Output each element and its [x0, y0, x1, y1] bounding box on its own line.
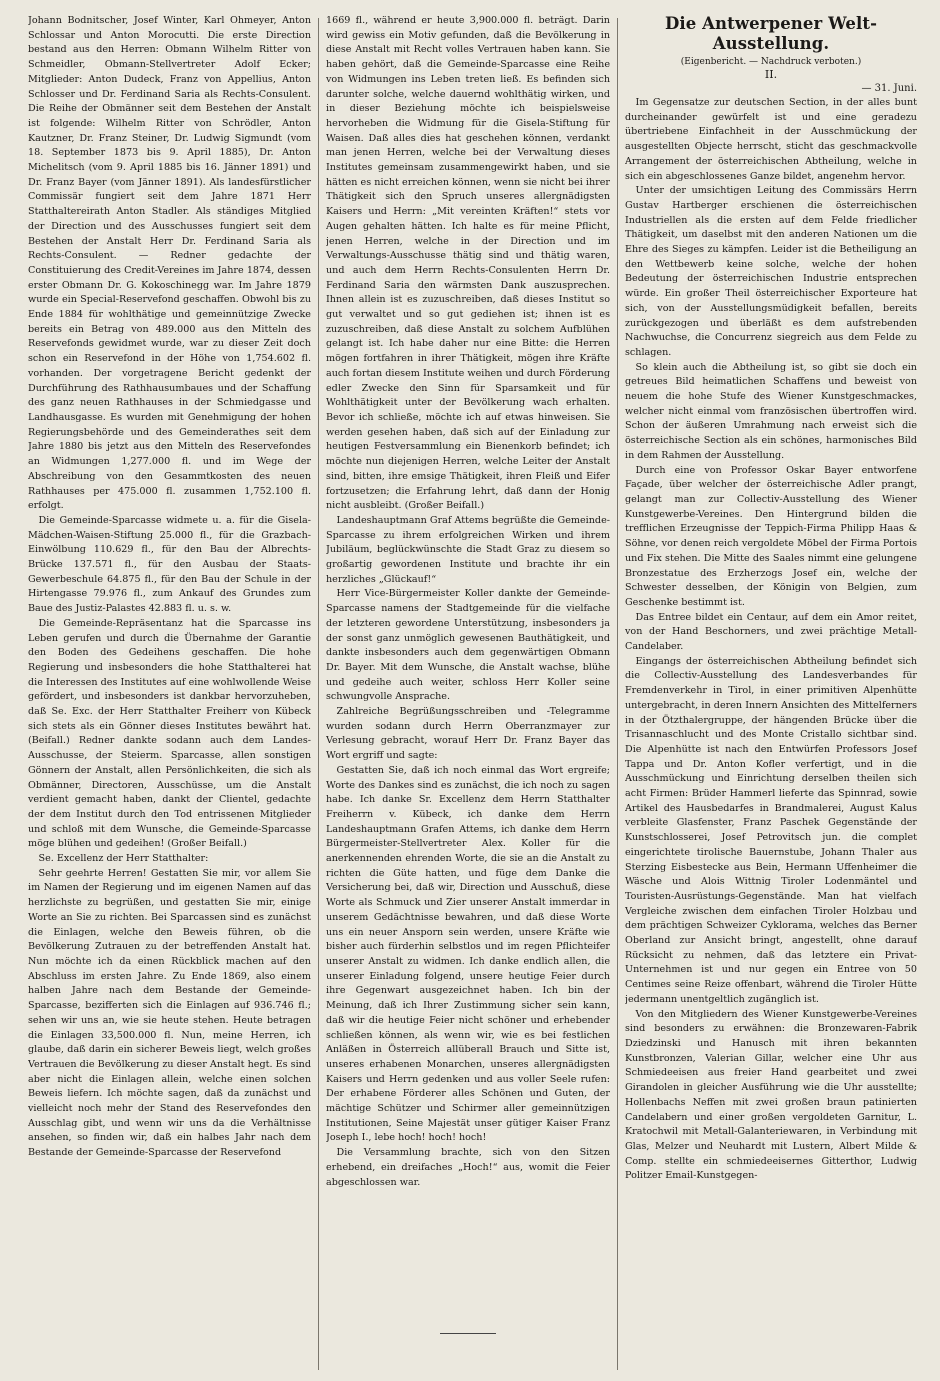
column-middle	[326, 14, 610, 1314]
paragraph: Eingangs der österreichischen Abtheilung befindet sich die Collectiv-Ausstellung des Landesverbandes für Fremdenverkehr in Tirol, in einer primitiven Alpenhütte untergebracht, in deren Innern Ansichten des Mittelferners in der Ötzthalergruppe, der hängenden Brücke über die Trisannaschlucht und des Monte Cristallo sichtbar sind. Die Alpenhütte ist nach den Entwürfen Professors Josef Tappa und Dr. Anton Kofler verfertigt, und in die Ausschmückung und Einrichtung derselben theilen sich acht Firmen: Brüder Hammerl lieferte das Spinnrad, sowie Artikel des Hausbedarfes in Brandmalerei, August Kalus verbleite Glasfenster, Franz Paschek Gegenstände der Kunstschlosserei, Josef Petrovitsch jun. die complet eingerichtete tirolische Bauernstube, Johann Thaler aus Sterzing Eisbestecke aus Bein, Hermann Uffenheimer die Wäsche und Alois Wittnig Tiroler Lodenmäntel und Touristen-Ausrüstungs-Gegenstände. Man hat vielfach Vergleiche zwischen dem einfachen Tiroler Holzbau und dem prächtigen Schweizer Cyklorama, welches das Berner Oberland zur Ansicht bringt, angestellt, ohne darauf Rücksicht zu nehmen, daß das letztere ein Privat-Unternehmen ist und nur gegen ein Entree von 50 Centimes seine Reize offenbart, während die Tiroler Hütte jedermann unentgeltlich zugänglich ist.	[625, 655, 917, 1005]
article-date: — 31. Juni.	[861, 83, 917, 94]
column-right	[625, 14, 917, 1374]
column-rule	[318, 18, 319, 1370]
paragraph: Im Gegensatze zur deutschen Section, in der alles bunt durcheinander gewürfelt ist und eine geradezu übertriebene Einfachheit in der Ausschmückung der ausgestellten Objecte herrscht, sticht das geschmackvolle Arrangement der österreichischen Abtheilung, welche in sich ein abgeschlossenes Ganze bildet, angenehm hervor.	[625, 97, 917, 182]
paragraph: Die Gemeinde-Repräsentanz hat die Sparcasse ins Leben gerufen und durch die Übernahme der Garantie den Boden des Gedeihens geschaffen. Die hohe Regierung und insbesonders die hohe Statthalterei hat die Interessen des Institutes auf eine wohlwollende Weise gefördert, und insbesonders ist dankbar hervorzuheben, daß Se. Exc. der Herr Statthalter Freiherr von Kübeck sich stets als ein Gönner dieses Institutes bewährt hat. (Beifall.) Redner dankte sodann auch dem Landes-Ausschusse, der Steierm. Sparcasse, allen sonstigen Gönnern der Anstalt, allen Persönlichkeiten, die sich als Obmänner, Directoren, Ausschüsse, um die Anstalt verdient gemacht haben, dankt der Clientel, gedachte der dem Institut durch den Tod entrissenen Mitglieder und schloß mit dem Wunsche, die Gemeinde-Sparcasse möge blühen und gedeihen! (Großer Beifall.)	[28, 617, 311, 850]
end-rule	[440, 1333, 496, 1334]
paragraph: Durch eine von Professor Oskar Bayer entworfene Façade, über welcher der österreichische Adler prangt, gelangt man zur Collectiv-Ausstellung des Wiener Kunstgewerbe-Vereines. Den Hintergrund bilden die trefflichen Erzeugnisse der Teppich-Firma Philipp Haas & Söhne, vor denen reich vergoldete Möbel der Firma Portois und Fix stehen. Die Mitte des Saales nimmt eine gelungene Bronzestatue des Erzherzogs Josef ein, welche der Schwester desselben, der Königin von Belgien, zum Geschenke bestimmt ist.	[625, 464, 917, 608]
article-headline: Die Antwerpener Welt-Ausstellung.	[664, 14, 878, 53]
paragraph: Sehr geehrte Herren! Gestatten Sie mir, vor allem Sie im Namen der Regierung und im eigenen Namen auf das herzlichste zu begrüßen, und gestatten Sie mir, einige Worte an Sie zu richten. Bei Sparcassen sind es zunächst die Einlagen, welche den Beweis führen, ob die Bevölkerung Zutrauen zu der betreffenden Anstalt hat. Nun möchte ich da einen Rückblick machen auf den Abschluss im ersten Jahre. Zu Ende 1869, also einem halben Jahre nach dem Bestande der Gemeinde-Sparcasse, bezifferten sich die Einlagen auf 936.746 fl.; sehen wir uns an, wie sie heute stehen. Heute betragen die Einlagen 33,500.000 fl. Nun, meine Herren, ich glaube, daß darin ein sicherer Beweis liegt, welch großes Vertrauen die Bevölkerung zu dieser Anstalt hegt. Es sind aber nicht die Einlagen allein, welche einen solchen Beweis liefern. Ich möchte sagen, daß da zunächst und vielleicht noch mehr der Stand des Reservefondes den Ausschlag gibt, und wenn wir uns da die Verhältnisse ansehen, so finden wir, daß ein halbes Jahr nach dem Bestande der Gemeinde-Sparcasse der Reservefond	[28, 867, 311, 1159]
speaker-heading: Se. Excellenz der Herr Statthalter:	[38, 853, 209, 865]
paragraph: Landeshauptmann Graf Attems begrüßte die Gemeinde-Sparcasse zu ihrem erfolgreichen Wirken und ihrem Jubiläum, beglückwünschte die Stadt Graz zu diesem so großartig gewordenen Institute und brachte ihr ein herzliches „Glückauf!“	[326, 514, 610, 585]
paragraph: Zahlreiche Begrüßungsschreiben und -Telegramme wurden sodann durch Herrn Oberranzmayer zur Verlesung gebracht, worauf Herr Dr. Franz Bayer das Wort ergriff und sagte:	[326, 706, 610, 762]
paragraph: Johann Bodnitscher, Josef Winter, Karl Ohmeyer, Anton Schlossar und Anton Morocutti. Die erste Direction bestand aus den Herren: Obmann Wilhelm Ritter von Schmeidler, Obmann-Stellvertreter Adolf Ecker; Mitglieder: Anton Dudeck, Franz von Appellius, Anton Schlosser und Dr. Ferdinand Saria als Rechts-Consulent. Die Reihe der Obmänner seit dem Bestehen der Anstalt ist folgende: Wilhelm Ritter von Schrödler, Anton Kautzner, Dr. Franz Steiner, Dr. Ludwig Sigmundt (vom 18. September 1873 bis 9. April 1885), Dr. Anton Michelitsch (vom 9. April 1885 bis 16. Jänner 1891) und Dr. Franz Bayer (vom Jänner 1891). Als landesfürstlicher Commissär fungiert seit dem Jahre 1871 Herr Statthaltereirath Anton Stadler. Als ständiges Mitglied der Direction und des Ausschusses fungiert seit dem Bestehen der Anstalt Herr Dr. Ferdinand Saria als Rechts-Consulent. — Redner gedachte der Constituierung des Credit-Vereines im Jahre 1874, dessen erster Obmann Dr. G. Kokoschinegg war. Im Jahre 1879 wurde ein Special-Reservefond geschaffen. Obwohl bis zu Ende 1884 für wohlthätige und gemeinnützige Zwecke bereits ein Betrag von 489.000 aus den Mitteln des Reservefonds gewidmet wurde, war zu dieser Zeit doch schon ein Reservefond in der Höhe von 1,754.602 fl. vorhanden. Der vorgetragene Bericht gedenkt der Durchführung des Rathhausumbaues und der Schaffung des ganz neuen Rathhauses in der Schmiedgasse und Landhausgasse. Es wurden mit Genehmigung der hohen Regierungsbehörde und des Gemeinderathes seit dem Jahre 1880 bis jetzt aus den Mitteln des Reservefondes an Widmungen 1,277.000 fl. und im Wege der Abschreibung von den Gesammtkosten des neuen Rathhauses per 475.000 fl. zusammen 1,752.100 fl. erfolgt.	[28, 15, 311, 512]
column-left	[28, 14, 311, 1374]
paragraph: Das Entree bildet ein Centaur, auf dem ein Amor reitet, von der Hand Beschorners, und zwei prächtige Metall-Candelaber.	[625, 611, 917, 653]
paragraph: Von den Mitgliedern des Wiener Kunstgewerbe-Vereines sind besonders zu erwähnen: die Bronzewaren-Fabrik Dziedzinski und Hanusch mit ihren bekannten Kunstbronzen, Valerian Gillar, welcher eine Uhr aus Schmiedeeisen aus freier Hand gearbeitet und zwei Girandolen in gleicher Ausführung wie die Uhr ausstellte; Hollenbachs Neffen mit zwei großen braun patinierten Candelabern und einer großen vergoldeten Garnitur, L. Kratochwil mit Metall-Galanteriewaren, in Verbindung mit Glas, Melzer und Neuhardt mit Lustern, Albert Milde & Comp. stellte ein schmiedeeisernes Gitterthor, Ludwig Politzer Email-Kunstgegen-	[625, 1008, 917, 1182]
paragraph: Die Gemeinde-Sparcasse widmete u. a. für die Gisela-Mädchen-Waisen-Stiftung 25.000 fl., für die Grazbach-Einwölbung 110.629 fl., für den Bau der Albrechts-Brücke 137.571 fl., für den Ausbau der Staats-Gewerbeschule 64.875 fl., für den Bau der Schule in der Hirtengasse 79.976 fl., zum Ankauf des Grundes zum Baue des Justiz-Palastes 42.883 fl. u. s. w.	[28, 514, 311, 615]
paragraph: So klein auch die Abtheilung ist, so gibt sie doch ein getreues Bild heimatlichen Schaffens und beweist von neuem die hohe Stufe des Wiener Kunstgeschmackes, welcher nicht einmal vom französischen übertroffen wird. Schon der äußeren Umrahmung nach erweist sich die österreichische Section als ein schönes, harmonisches Bild in dem Rahmen der Ausstellung.	[625, 361, 917, 461]
paragraph: Die Versammlung brachte, sich von den Sitzen erhebend, ein dreifaches „Hoch!“ aus, womit die Feier abgeschlossen war.	[326, 1147, 610, 1188]
paragraph: Herr Vice-Bürgermeister Koller dankte der Gemeinde-Sparcasse namens der Stadtgemeinde für die vielfache der letzteren gewordene Unterstützung, insbesonders ja der sonst ganz unmöglich gewesenen Bauthätigkeit, und dankte insbesonders auch dem gegenwärtigen Obmann Dr. Bayer. Mit dem Wunsche, die Anstalt wachse, blühe und gedeihe auch weiter, schloss Herr Koller seine schwungvolle Ansprache.	[326, 588, 610, 703]
paragraph: Gestatten Sie, daß ich noch einmal das Wort ergreife; Worte des Dankes sind es zunächst, die ich noch zu sagen habe. Ich danke Sr. Excellenz dem Herrn Statthalter Freiherrn v. Kübeck, ich danke dem Herrn Landeshauptmann Grafen Attems, ich danke dem Herrn Bürgermeister-Stellvertreter Alex. Koller für die anerkennenden ehrenden Worte, die sie an die Anstalt zu richten die Güte hatten, und füge dem Danke die Versicherung bei, daß wir, Direction und Ausschuß, diese Worte als Schmuck und Zier unserer Anstalt immerdar in unserem Gedächtnisse bewahren, und daß diese Worte uns ein neuer Ansporn sein werden, unsere Kräfte wie bisher auch fürderhin selbstlos und im regen Pflichteifer unserer Anstalt zu widmen. Ich danke endlich allen, die unserer Einladung folgend, unsere heutige Feier durch ihre Gegenwart ausgezeichnet haben. Ich bin der Meinung, daß ich Ihrer Zustimmung sicher sein kann, daß wir die heutige Feier nicht schöner und erhebender schließen können, als wenn wir, wie es bei festlichen Anläßen in Österreich allüberall Brauch und Sitte ist, unseres erhabenen Monarchen, unseres allergnädigsten Kaisers und Herrn gedenken und aus voller Seele rufen: Der erhabene Förderer alles Schönen und Guten, der mächtige Schützer und Schirmer aller gemeinnützigen Institutionen, Seine Majestät unser gütiger Kaiser Franz Joseph I., lebe hoch! hoch! hoch!	[326, 764, 610, 1144]
article-subline: (Eigenbericht. — Nachdruck verboten.)	[680, 57, 862, 67]
article-part-number: II.	[764, 68, 778, 81]
column-rule	[617, 18, 618, 1370]
paragraph: Unter der umsichtigen Leitung des Commissärs Herrn Gustav Hartberger erschienen die österreichischen Industriellen als die ersten auf dem Felde friedlicher Thätigkeit, um daselbst mit den anderen Nationen um die Ehre des Sieges zu kämpfen. Leider ist die Betheiligung an den Wettbewerb keine solche, welche der hohen Bedeutung der österreichischen Industrie entsprechen würde. Ein großer Theil österreichischer Exporteure hat sich, von der Ausstellungsmüdigkeit befallen, bereits zurückgezogen und überläßt es dem aufstrebenden Nachwuchse, die Concurrenz siegreich aus dem Felde zu schlagen.	[625, 185, 917, 358]
paragraph: 1669 fl., während er heute 3,900.000 fl. beträgt. Darin wird gewiss ein Motiv gefunden, daß die Bevölkerung in diese Anstalt mit Recht volles Vertrauen haben kann. Sie haben gehört, daß die Gemeinde-Sparcasse eine Reihe von Widmungen ins Leben treten ließ. Es befinden sich darunter solche, welche dauernd wohlthätig wirken, und in dieser Beziehung möchte ich beispielsweise hervorheben die Widmung für die Gisela-Stiftung für Waisen. Daß alles dies hat geschehen können, verdankt man jenen Herren, welche bei der Verwaltung dieses Institutes gemeinsam zusammengewirkt haben, und sie hätten es nicht erreichen können, wenn sie nicht bei ihrer Thätigkeit sich den Spruch unseres allergnädigsten Kaisers und Herrn: „Mit vereinten Kräften!“ stets vor Augen gehalten hätten. Ich halte es für meine Pflicht, jenen Herren, welche in der Direction und im Verwaltungs-Ausschusse thätig sind und thätig waren, und auch dem Herrn Rechts-Consulenten Herrn Dr. Ferdinand Saria den wärmsten Dank auszusprechen. Ihnen allein ist es zuzuschreiben, daß dieses Institut so gut verwaltet und so gut gediehen ist; ihnen ist es zuzuschreiben, daß diese Anstalt zu solchem Aufblühen gelangt ist. Ich habe daher nur eine Bitte: die Herren mögen fortfahren in ihrer Thätigkeit, mögen ihre Kräfte auch fortan diesem Institute weihen und durch Förderung edler Zwecke den Sinn für Sparsamkeit und für Wohlthätigkeit unter der Bevölkerung wach erhalten. Bevor ich schließe, möchte ich auf etwas hinweisen. Sie werden gesehen haben, daß sich auf der Einladung zur heutigen Festversammlung ein Bienenkorb befindet; ich möchte nun diejenigen Herren, welche Leiter der Anstalt sind, bitten, ihre emsige Thätigkeit, ihren Fleiß und Eifer fortzusetzen; die Erfahrung lehrt, daß dann der Honig nicht ausbleibt. (Großer Beifall.)	[326, 15, 610, 512]
